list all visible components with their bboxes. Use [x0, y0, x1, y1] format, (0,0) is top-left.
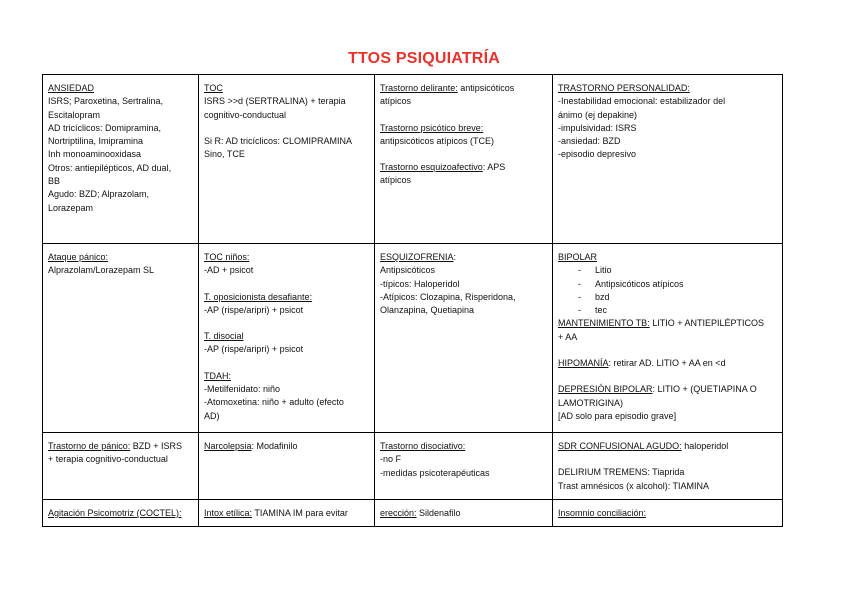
cell-ereccion — [375, 499, 553, 526]
text-line: -ansiedad: BZD — [558, 136, 621, 147]
text-line: ISRS >>d (SERTRALINA) + terapia — [204, 96, 346, 107]
text-line: -Atípicos: Clozapina, Risperidona, — [380, 291, 516, 302]
text-depresion: : LITIO + (QUETIAPINA O — [652, 384, 757, 395]
label-mantenimiento: MANTENIMIENTO TB: — [558, 318, 650, 329]
label-intox: Intox etílica: — [204, 507, 253, 518]
cell-narcolepsia — [199, 433, 375, 500]
cell-infantil — [199, 244, 375, 433]
list-item: - bzd — [558, 291, 778, 304]
text-line: BB — [48, 176, 61, 187]
table-row — [43, 244, 783, 433]
text-narcolepsia: : Modafinilo — [251, 441, 298, 451]
heading-esquizofrenia: ESQUIZOFRENIA — [380, 252, 454, 262]
text-line: -Atomoxetina: niño + adulto (efecto — [204, 397, 344, 408]
label-esquizoafectivo: Trastorno esquizoafectivo — [380, 162, 483, 173]
cell-trastornos-psicoticos — [375, 75, 553, 244]
cell-disociativo — [375, 433, 553, 500]
text-line: -Inestabilidad emocional: estabilizador del — [558, 96, 726, 107]
heading-personalidad: TRASTORNO PERSONALIDAD: — [558, 83, 690, 93]
text-delirante: antipsicóticos — [457, 83, 515, 93]
heading-ataque-panico: Ataque pánico: — [48, 252, 109, 262]
text-line: LAMOTRIGINA) — [558, 397, 624, 408]
text-line: atípicos — [380, 175, 412, 186]
text-line: -episodio depresivo — [558, 149, 637, 160]
label-agitacion: Agitación Psicomotriz (COCTEL): — [48, 507, 182, 518]
text-line: Lorazepam — [48, 202, 94, 213]
text-line: Sino, TCE — [204, 149, 245, 160]
text-line: -no F — [380, 454, 402, 465]
text-line: Si R: AD tricíclicos: CLOMIPRAMINA — [204, 135, 353, 146]
text-line: -AP (rispe/aripri) + psicot — [204, 304, 304, 315]
label-delirante: Trastorno delirante: — [380, 83, 458, 93]
heading-ansiedad: ANSIEDAD — [48, 83, 95, 93]
text-line: AD tricíclicos: Domipramina, — [48, 122, 162, 133]
text-trastorno-panico: BZD + ISRS — [130, 441, 182, 451]
list-item: - tec — [558, 304, 778, 317]
treatment-table — [42, 74, 783, 527]
label-ereccion: erección: — [380, 507, 417, 518]
cell-esquizofrenia — [375, 244, 553, 433]
text-line: DELIRIUM TREMENS: Tiaprida — [558, 467, 685, 478]
label-confusional: SDR CONFUSIONAL AGUDO: — [558, 441, 682, 451]
cell-agitacion — [43, 499, 199, 526]
cell-personalidad — [553, 75, 783, 244]
cell-confusional — [553, 433, 783, 500]
label-psicotico-breve: Trastorno psicótico breve: — [380, 122, 484, 133]
text-confusional: haloperidol — [681, 441, 729, 451]
cell-trastorno-panico — [43, 433, 199, 500]
table-row — [43, 75, 783, 244]
cell-intox-etilica — [199, 499, 375, 526]
text-hipomania: : retirar AD. LITIO + AA en <d — [608, 358, 726, 369]
cell-ansiedad — [43, 75, 199, 244]
label-tdah: TDAH: — [204, 370, 231, 381]
label-insomnio: Insomnio conciliación: — [558, 507, 647, 518]
text-line: -impulsividad: ISRS — [558, 122, 637, 133]
heading-toc: TOC — [204, 83, 223, 93]
cell-insomnio — [553, 499, 783, 526]
list-item: - Antipsicóticos atípicos — [558, 278, 778, 291]
table-row — [43, 433, 783, 500]
label-oposicionista: T. oposicionista desafiante: — [204, 291, 313, 302]
label-narcolepsia: Narcolepsia — [204, 441, 252, 451]
text-line: Nortriptilina, Imipramina — [48, 136, 144, 147]
heading-disociativo: Trastorno disociativo: — [380, 441, 466, 451]
text-line: -Metilfenidato: niño — [204, 384, 281, 395]
heading-suffix: : — [453, 252, 457, 262]
text-line: [AD solo para episodio grave] — [558, 410, 677, 421]
text-line: Otros: antiepilépticos, AD dual, — [48, 162, 172, 173]
text-line: Olanzapina, Quetiapina — [380, 305, 475, 316]
text-ereccion: Sildenafilo — [416, 507, 461, 518]
text-line: + AA — [558, 331, 578, 342]
list-item: - Litio — [558, 264, 778, 277]
page-title: TTOS PSIQUIATRÍA — [348, 50, 500, 67]
cell-bipolar — [553, 244, 783, 433]
label-toc-ninos: TOC niños: — [204, 252, 250, 262]
text-line: AD) — [204, 410, 220, 421]
label-disocial: T. disocial — [204, 331, 244, 342]
cell-toc — [199, 75, 375, 244]
text-line: atípicos — [380, 96, 412, 107]
text-line: Alprazolam/Lorazepam SL — [48, 265, 155, 276]
label-depresion-bipolar: DEPRESIÓN BIPOLAR — [558, 384, 653, 395]
text-line: + terapia cognitivo-conductual — [48, 454, 168, 465]
text-line: ánimo (ej depakine) — [558, 109, 638, 120]
text-line: ISRS; Paroxetina, Sertralina, — [48, 96, 164, 107]
text-line: Agudo: BZD; Alprazolam, — [48, 189, 150, 200]
text-line: Escitalopram — [48, 109, 101, 120]
label-hipomania: HIPOMANÍA — [558, 358, 609, 369]
heading-bipolar: BIPOLAR — [558, 252, 598, 262]
text-line: cognitivo-conductual — [204, 109, 287, 120]
label-trastorno-panico: Trastorno de pánico: — [48, 441, 131, 451]
text-intox: TIAMINA IM para evitar — [252, 507, 348, 518]
text-line: -medidas psicoterapéuticas — [380, 467, 490, 478]
text-esquizoafectivo: : APS — [482, 162, 506, 173]
cell-ataque-panico — [43, 244, 199, 433]
text-line: -AP (rispe/aripri) + psicot — [204, 344, 304, 355]
text-line: antipsicóticos atípicos (TCE) — [380, 135, 495, 146]
text-line: Antipsicóticos — [380, 265, 436, 276]
text-line: Trast amnésicos (x alcohol): TIAMINA — [558, 480, 710, 491]
text-mantenimiento: LITIO + ANTIEPILÉPTICOS — [649, 318, 764, 329]
text-line: -AD + psicot — [204, 265, 254, 276]
text-line: -típicos: Haloperidol — [380, 278, 460, 289]
text-line: Inh monoaminooxidasa — [48, 149, 142, 160]
table-row — [43, 499, 783, 526]
